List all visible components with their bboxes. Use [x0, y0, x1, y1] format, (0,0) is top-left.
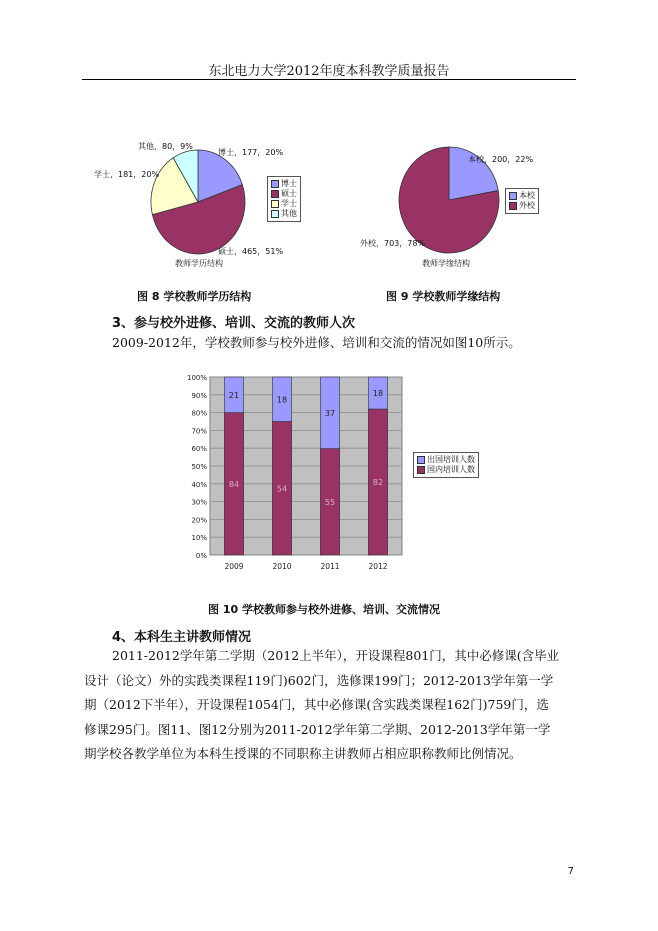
data-label-domestic: 82 — [372, 478, 384, 488]
section-4-heading: 4、本科生主讲教师情况 — [112, 630, 252, 645]
paragraph-line: 2011-2012学年第二学期（2012上半年），开设课程801门，其中必修课(含毕业 — [112, 648, 560, 663]
legend-swatch — [271, 200, 279, 208]
pie9-label-benxiao: 本校，200，22% — [468, 155, 534, 164]
y-tick-label: 70% — [191, 427, 207, 436]
data-label-abroad: 37 — [324, 408, 336, 418]
y-tick-label: 60% — [191, 445, 207, 454]
legend-item: 其他 — [271, 209, 297, 219]
y-tick-label: 50% — [191, 463, 207, 471]
pie8-inner-title: 教师学历结构 — [175, 259, 223, 268]
y-tick-label: 20% — [191, 516, 207, 525]
x-tick-label: 2010 — [272, 562, 292, 571]
legend-item: 国内培训人数 — [417, 465, 475, 475]
legend-item: 博士 — [271, 179, 297, 189]
y-tick-label: 30% — [191, 498, 207, 507]
figure-8-caption: 图 8 学校教师学历结构 — [137, 290, 252, 303]
legend-swatch — [271, 180, 279, 188]
paragraph-line: 期学校各教学单位为本科生授课的不同职称主讲教师占相应职称教师比例情况。 — [84, 746, 522, 761]
y-tick-label: 10% — [191, 534, 207, 543]
section-3-heading: 3、参与校外进修、培训、交流的教师人次 — [112, 316, 356, 331]
pie9-legend — [505, 188, 539, 214]
pie8-label-boshi: 博士，177，20% — [218, 148, 284, 157]
bar10-legend — [413, 452, 479, 478]
legend-swatch — [417, 466, 425, 474]
paragraph-line: 期（2012下半年），开设课程1054门，其中必修课(含实践类课程162门)759门，选 — [84, 697, 549, 712]
y-tick-label: 40% — [191, 480, 207, 489]
legend-swatch — [271, 190, 279, 198]
section-4-paragraph — [84, 644, 559, 767]
data-label-domestic: 54 — [276, 484, 288, 494]
figure-8 — [94, 135, 310, 275]
header-rule — [82, 79, 576, 80]
pie9-inner-title: 教师学缘结构 — [422, 259, 470, 268]
data-label-abroad: 18 — [372, 389, 384, 399]
y-tick-label: 100% — [186, 374, 207, 382]
pie8-label-xueshi: 学士，181，20% — [94, 170, 160, 179]
x-tick-label: 2012 — [368, 562, 388, 571]
data-label-abroad: 18 — [276, 395, 288, 405]
legend-swatch — [417, 456, 425, 464]
pie-8-slices — [151, 150, 245, 254]
figure-10-caption: 图 10 学校教师参与校外进修、培训、交流情况 — [208, 603, 440, 616]
legend-swatch — [271, 210, 279, 218]
paragraph-line: 设计（论文）外的实践类课程119门)602门，选修课199门；2012-2013学年第一学 — [84, 672, 554, 688]
y-tick-label: 0% — [195, 552, 207, 560]
legend-item: 本校 — [509, 191, 535, 201]
figure-9 — [360, 140, 550, 275]
legend-item: 硕士 — [271, 189, 297, 199]
page-number: 7 — [567, 866, 574, 877]
legend-swatch — [509, 192, 517, 200]
pie8-label-qita: 其他，80，9% — [138, 142, 193, 151]
x-tick-label: 2009 — [224, 562, 244, 571]
section-3-paragraph: 2009-2012年，学校教师参与校外进修、培训和交流的情况如图10所示。 — [112, 335, 521, 350]
legend-item: 出国培训人数 — [417, 455, 475, 465]
legend-item: 外校 — [509, 201, 535, 211]
y-tick-label: 90% — [191, 391, 207, 400]
pie8-label-shuoshi: 硕士，465，51% — [218, 247, 284, 256]
y-tick-label: 80% — [191, 409, 207, 418]
legend-swatch — [509, 202, 517, 210]
legend-item: 学士 — [271, 199, 297, 209]
data-label-abroad: 21 — [228, 390, 240, 400]
paragraph-line: 修课295门。图11、图12分别为2011-2012学年第二学期、2012-2013学年第一学 — [84, 721, 551, 737]
page-header: 东北电力大学2012年度本科教学质量报告 — [208, 64, 450, 79]
data-label-domestic: 84 — [228, 479, 240, 489]
pie8-legend — [267, 176, 301, 222]
pie9-label-waixiao: 外校，703，78% — [360, 239, 426, 248]
data-label-domestic: 55 — [324, 497, 336, 507]
x-tick-label: 2011 — [320, 562, 340, 571]
figure-9-caption: 图 9 学校教师学缘结构 — [386, 290, 501, 303]
